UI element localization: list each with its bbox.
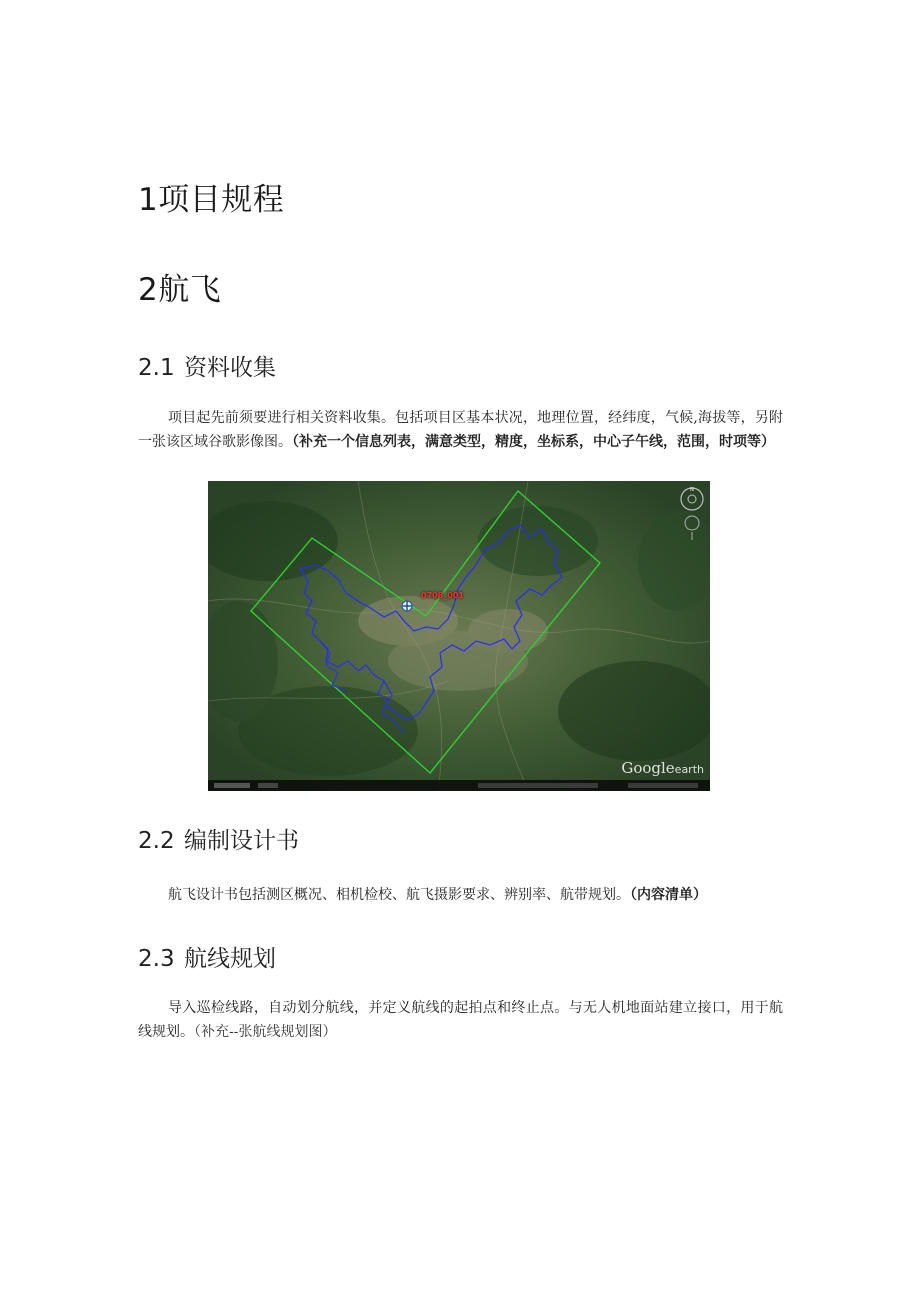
section-title: 编制设计书	[184, 828, 299, 854]
status-segment	[628, 783, 698, 788]
section-paragraph-2-1	[138, 406, 783, 454]
map-status-bar	[208, 780, 710, 791]
section-title: 航线规划	[184, 946, 276, 972]
paragraph-note: （补充--张航线规划图）	[194, 1024, 337, 1040]
navigation-compass-icon	[678, 485, 706, 541]
google-logo-text: Google	[621, 759, 675, 777]
paragraph-text: 项目起先前须要进行相关资料收集。包括项目区基本状况，地理位置，经纬度，气候,海拔等，另附一张该区域谷歌影像图。	[138, 410, 783, 450]
section-title: 资料收集	[184, 355, 276, 381]
status-segment	[478, 783, 598, 788]
section-paragraph-2-2	[138, 883, 783, 907]
earth-logo-text: earth	[674, 763, 704, 776]
section-number: 2.3	[138, 946, 175, 972]
paragraph-note: （补充一个信息列表，满意类型，精度，坐标系，中心子午线，范围，时项等）	[292, 434, 775, 450]
airplane-placemark-icon	[402, 601, 412, 611]
status-segment	[214, 783, 250, 788]
paragraph-note: （内容清单）	[630, 887, 707, 903]
satellite-map-svg	[208, 481, 710, 791]
google-earth-logo	[621, 759, 704, 777]
heading-flight: 2航飞	[138, 272, 222, 308]
section-paragraph-2-3	[138, 996, 783, 1044]
section-heading-2-1	[138, 349, 276, 382]
status-segment	[258, 783, 278, 788]
section-heading-2-2	[138, 822, 299, 855]
section-number: 2.2	[138, 828, 175, 854]
heading-project: 1项目规程	[138, 182, 285, 218]
google-earth-image	[208, 481, 710, 791]
svg-text:N: N	[690, 487, 694, 493]
paragraph-text: 航飞设计书包括测区概况、相机检校、航飞摄影要求、辨别率、航带规划。	[168, 887, 630, 903]
section-heading-2-3	[138, 940, 276, 973]
placemark-label: 0708_001	[421, 591, 464, 600]
section-number: 2.1	[138, 355, 175, 381]
paragraph-text: 导入巡检线路，自动划分航线，并定义航线的起拍点和终止点。与无人机地面站建立接口，用于航线规划。	[138, 1000, 783, 1040]
